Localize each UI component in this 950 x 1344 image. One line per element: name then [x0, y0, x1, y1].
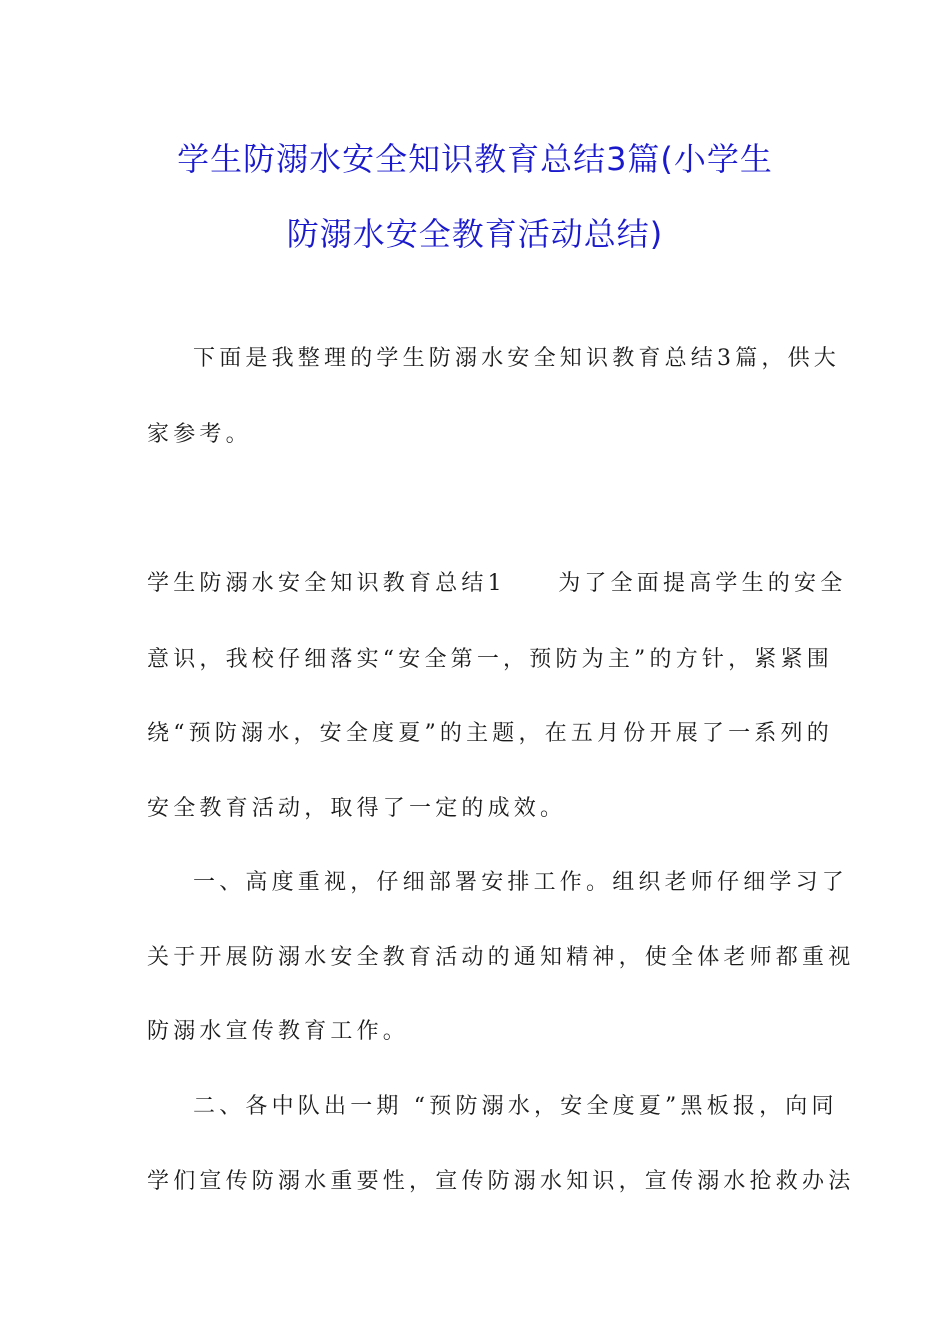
- section-1-line-2: 意识，我校仔细落实“安全第一，预防为主”的方针，紧紧围: [147, 647, 833, 672]
- paragraph-2-line-2: 学们宣传防溺水重要性，宣传防溺水知识，宣传溺水抢救办法: [147, 1169, 855, 1194]
- intro-line-2: 家参考。: [147, 422, 252, 447]
- paragraph-1-line-1: 一、高度重视，仔细部署安排工作。组织老师仔细学习了: [193, 870, 849, 895]
- document-title-line-1: 学生防溺水安全知识教育总结3篇(小学生: [177, 140, 773, 178]
- document-title-line-2: 防溺水安全教育活动总结): [286, 215, 664, 253]
- paragraph-2-line-1: 二、各中队出一期 “预防溺水，安全度夏”黑板报，向同: [193, 1094, 838, 1119]
- section-1-line-3: 绕“预防溺水，安全度夏”的主题，在五月份开展了一系列的: [147, 721, 833, 746]
- intro-line-1: 下面是我整理的学生防溺水安全知识教育总结3篇，供大: [193, 346, 840, 371]
- section-1-line-4: 安全教育活动，取得了一定的成效。: [147, 796, 567, 821]
- paragraph-1-line-2: 关于开展防溺水安全教育活动的通知精神，使全体老师都重视: [147, 945, 855, 970]
- section-1-line-1: 学生防溺水安全知识教育总结1 为了全面提高学生的安全: [147, 571, 847, 596]
- paragraph-1-line-3: 防溺水宣传教育工作。: [147, 1019, 410, 1044]
